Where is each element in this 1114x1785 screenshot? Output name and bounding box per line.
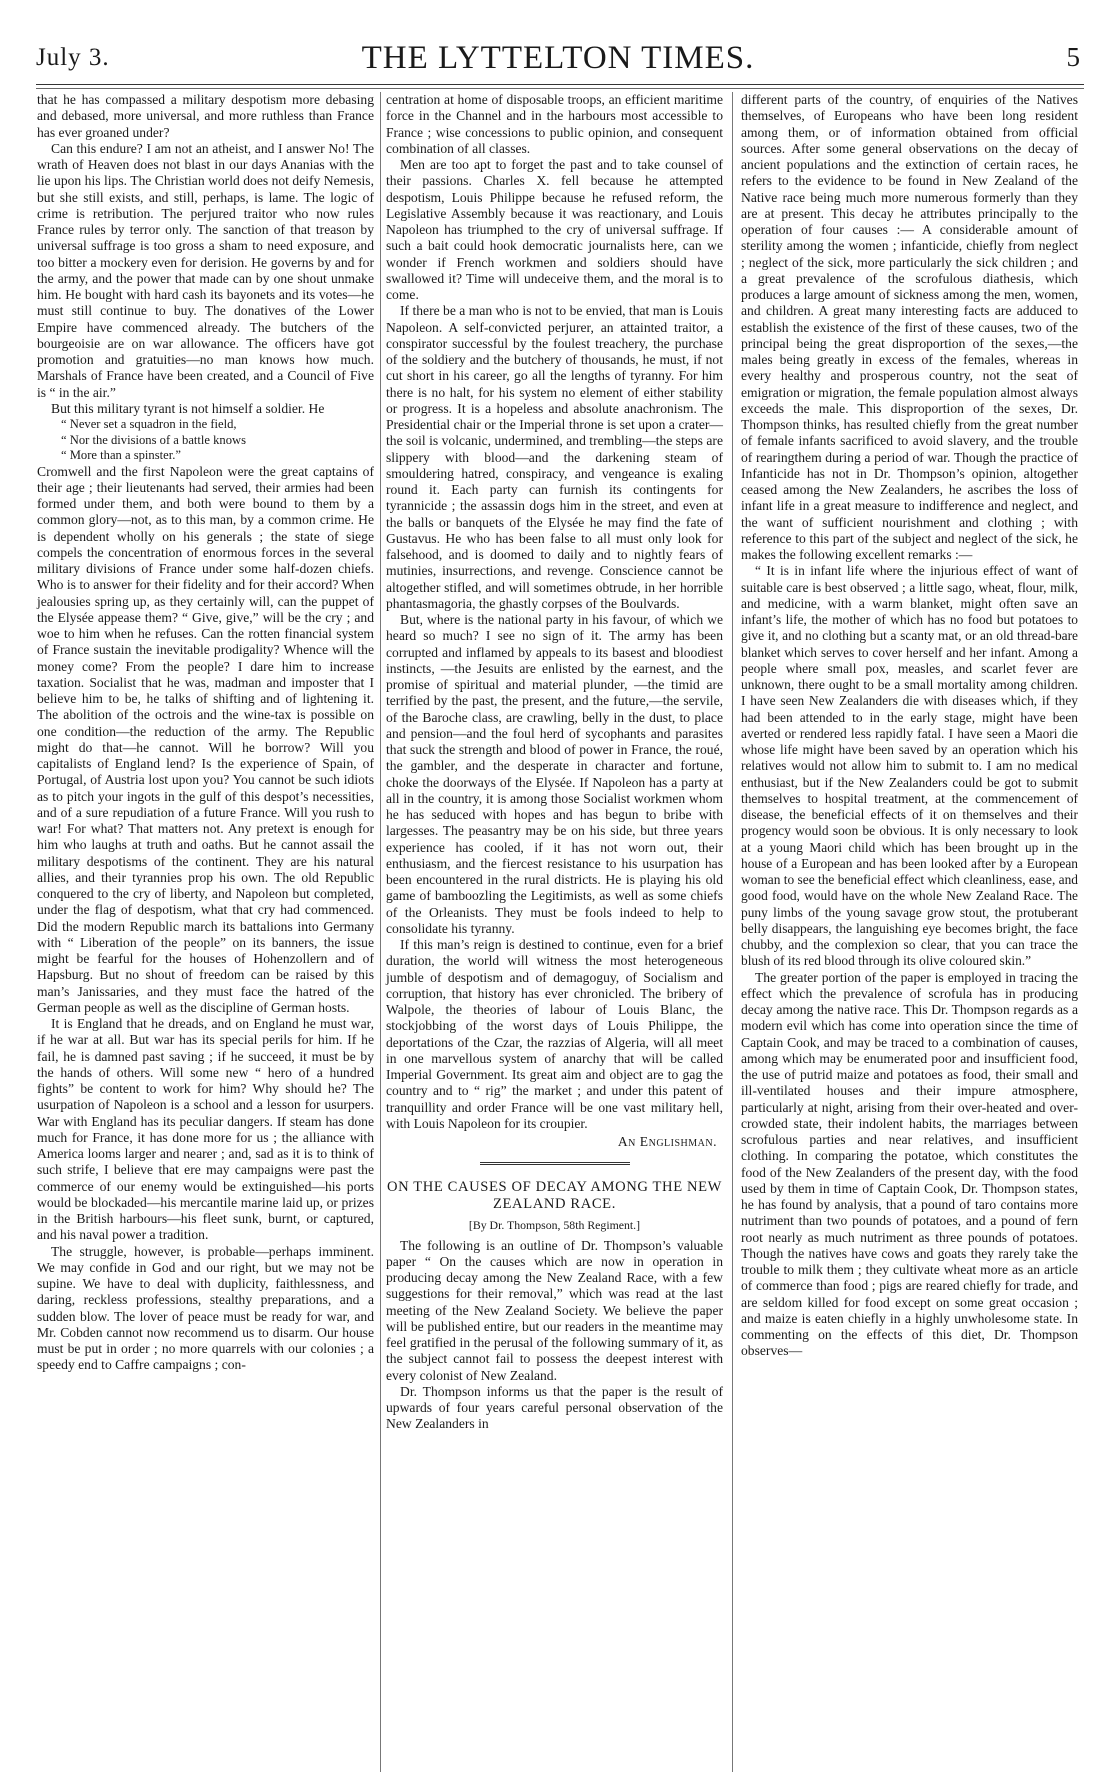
paragraph: The following is an outline of Dr. Thompson’s valuable paper “ On the causes which are now in operation in producing decay among the New Zealand Race, with a few suggestions for their removal,” which was read at the last meeting of the New Zealand Society. We believe the paper will be published entire, but our readers in the meantime may feel gratified in the perusal of the following summary of it, as the subject cannot fail to possess the deepest interest with every colonist of New Zealand. (386, 1237, 723, 1383)
verse-line: “ More than a spinster.” (61, 448, 181, 462)
paragraph: But, where is the national party in his favour, of which we heard so much? I see no sign of it. The army has been corrupted and inflamed by appeals to its basest and bloodiest instincts, —the Jesuits are enlisted by the earnest, and the promise of spiritual and material plunder, —the timid are terrified by the past, the present, and the future,—the servile, of the Baroche class, are crawling, belly in the dust, to place and pension—and the foul herd of sycophants and parasites that suck the strength and blood of power in France, the roué, the gambler, and the desperate in character and fortune, choke the doorways of the Elysée. If Napoleon has a party at all in the country, it is among those Socialist workmen whom he has seduced with hopes and has begun to bribe with largesses. The peasantry may be on his side, but three years experience has cooled, if it has not worn out, their enthusiasm, and the fiercest resistance to his usurpation has been encountered in the rural districts. He is playing his old game of bamboozling the Legitimists, as well as some chiefs of the Orleanists. They must be fools indeed to help to consolidate his tyranny. (386, 612, 723, 936)
paragraph: Dr. Thompson informs us that the paper is the result of upwards of four years careful personal observation of the New Zealanders in (386, 1383, 723, 1432)
paragraph: centration at home of disposable troops, an efficient maritime force in the Channel and in the harbours most accessible to France ; wise concessions to public opinion, and consequent combination of all classes. (386, 92, 723, 156)
paragraph: Cromwell and the first Napoleon were the great captains of their age ; their lieutenants had served, their armies had been formed under them, and both were bound to them by a common glory—not, as to this man, by a common crime. He is dependent wholly on his generals ; the state of siege compels the concentration of enormous forces in the several military divisions of France under some half-dozen chiefs. Who is to answer for their fidelity and for their accord? When jealousies spring up, as they certainly will, can the puppet of the Elysée appease them? “ Give, give,” will be the cry ; and woe to him when he refuses. Can the rotten financial system of France sustain the inevitable prodigality? Whence will the money come? From the people? I dare him to increase taxation. Socialist that he was, madman and imposter that I believe him to be, he talks of shifting and of lightening it. The abolition of the octrois and the wine-tax is possible on one condition—the reduction of the army. The Republic might do that—he cannot. Will he borrow? Will you capitalists of England lend? Is the experience of Spain, of Portugal, of Austria lost upon you? You cannot be such idiots as to pitch your ingots in the gulf of this despot’s necessities, and of a sure repudiation of a future France. Will you rush to war! For what? That matters not. Any pretext is enough for him who laughs at truth and oaths. But he cannot assail the military despotisms of the continent. They are his natural allies, and their tyrannies prop his own. The old Republic conquered to the cry of liberty, and Napoleon but completed, under the flag of despotism, what that cry had commenced. Did the modern Republic march its battalions into Germany with “ Liberation of the people” on its banners, the issue might be fearful for the houses of Hohenzollern and of Hapsburg. But no shout of freedom can be raised by this man’s Janissaries, and they must face the hatred of the German people as well as the discipline of German hosts. (37, 463, 374, 1015)
column-divider-1 (380, 92, 381, 1772)
paragraph: The struggle, however, is probable—perhaps imminent. We may confide in God and our right, but we may not be supine. We have to deal with duplicity, faithlessness, and daring, reckless professions, stealthy preparations, and a sudden blow. The lover of peace must be ready for war, and Mr. Cobden cannot now recommend us to disarm. Our house must be put in order ; no more quarrels with our colonies ; a speedy end to Caffre campaigns ; con- (37, 1243, 374, 1373)
quoted-paragraph: “ It is in infant life where the injurious effect of want of suitable care is best observed ; a little sago, wheat, flour, milk, and medicine, with a warm blanket, might often save an infant’s life, the mother of which has no food but potatoes to give it, and no clothing but a scanty mat, or an old thread-bare blanket which serves to cover herself and her infant. Among a people where small pox, measles, and scarlet fever are unknown, there ought to be a small mortality among children. I have seen New Zealanders die with diseases which, if they had been attended to in the early stage, might have been averted or rendered less rapidly fatal. I have seen a Maori die whose life might have been saved by an operation which his relatives would not allow him to submit to. I am no medical enthusiast, but if the New Zealanders could be got to submit themselves to hospital treatment, at the commencement of disease, the beneficial effects of it on themselves and their progency would soon be obvious. It is only necessary to look at a young Maori child which has been brought up in the house of a European and has been looked after by a European woman to see the beneficial effect which cleanliness, ease, and good food, would have on the whole New Zealand Race. The puny limbs of the young savage grow stout, the protuberant belly disappears, the languishing eye becomes bright, the face chubby, and the complexion so clear, that you can trace the blush of its red blood through its olive coloured skin.” (741, 563, 1078, 969)
page-number: 5 (1066, 42, 1080, 72)
paragraph: It is England that he dreads, and on England he must war, if he war at all. But war has its special perils for him. If he fail, he is damned past saving ; if he succeed, it must be by the hands of others. Will some new “ hero of a hundred fights” be content to work for him? Why should he? The usurpation of Napoleon is a school and a lesson for usurpers. War with England has its peculiar dangers. If steam has done much for France, it has done more for us ; the alliance with America looms larger and nearer ; and, sad as it is to think of such strife, I believe that ere may campaigns were past the commerce of our enemy would be extinguished—his ports would be blockaded—his mercantile marine laid up, or prizes in the British harbours—his fleet sunk, burnt, or captured, and his naval power a tradition. (37, 1016, 374, 1243)
paragraph: different parts of the country, of enquiries of the Natives themselves, of Europeans who have been long resident among them, or of information obtained from official sources. After some general observations on the decay of ancient populations and the extinction of certain races, he refers to the evidence to be found in New Zealand of the Native race being much more numerous formerly than they are at present. This decay he attributes principally to the operation of four causes :— A considerable amount of sterility among the women ; infanticide, chiefly from neglect ; neglect of the sick, more particularly the sick children ; and a great prevalence of the scrofulous diathesis, which produces a large amount of sickness among the men, women, and children. A great many interesting facts are adduced to establish the existence of the first of these causes, two of the principal being the great disproportion of the sexes,—the males being greatly in excess of the females, whereas in every healthy and prosperous country, not the seat of emigration or migration, the female population almost always exceeds the male. This disproportion of the sexes, Dr. Thompson thinks, has resulted chiefly from the great number of female infants sacrificed to avoid slavery, and the trouble of rearingthem during a period of war. Though the practice of Infanticide has not in Dr. Thompson’s opinion, altogether ceased among the New Zealanders, he ascribes the loss of infant life in a great measure to indifference and neglect, and the want of sufficient nourishment and clothing ; with reference to this part of the subject and neglect of the sick, he makes the following excellent remarks :— (741, 92, 1078, 562)
verse-line: “ Never set a squadron in the field, (61, 417, 237, 431)
column-3 (741, 92, 1078, 1360)
article-separator (480, 1162, 630, 1169)
signature: An Englishman. (617, 1134, 717, 1149)
column-2 (386, 92, 723, 1433)
paragraph: But this military tyrant is not himself a soldier. He (51, 400, 325, 416)
column-1 (37, 92, 374, 1374)
article-byline: [By Dr. Thompson, 58th Regiment.] (468, 1218, 641, 1233)
paragraph: Men are too apt to forget the past and to take counsel of their passions. Charles X. fell because he attempted despotism, Louis Philippe because he refused reform, the Legislative Assembly because it was reactionary, and Louis Napoleon has triumphed to the cry of universal suffrage. If such a bait could hook democratic journalists here, can we wonder if French workmen and soldiers should have swallowed it? Time will undeceive them, and the moral is to come. (386, 157, 723, 302)
verse-line: “ Nor the divisions of a battle knows (61, 432, 247, 447)
paragraph: The greater portion of the paper is employed in tracing the effect which the prevalence of scrofula has in producing decay among the native race. This Dr. Thompson regards as a modern evil which has come into operation since the time of Captain Cook, and may be traced to a combination of causes, among which may be enumerated poor and insufficient food, the use of putrid maize and potatoes as food, their small and ill-ventilated houses and their impure atmosphere, particularly at night, arising from their over-heated and over-crowded state, their indolent habits, the marriages between scrofulous parties and near relatives, and insufficient clothing. In comparing the potatoe, which constitutes the food of the New Zealanders of the present day, with the food used by them in time of Captain Cook, Dr. Thompson states, he has found by analysis, that a pound of taro contains more nutriment than two pounds of potatoes, and a pound of fern root nearly as much nutriment as three pounds of potatoes. Though the natives have cows and goats they rarely take the trouble to milk them ; they cultivate wheat more as an article of commerce than food ; pigs are reared chiefly for trade, and are seldom killed for food except on some great occasion ; and maize is eaten chiefly in a highly unwholesome state. In commenting on the effects of this diet, Dr. Thompson observes— (741, 969, 1078, 1359)
paragraph: Can this endure? I am not an atheist, and I answer No! The wrath of Heaven does not blast in our days Ananias with the lie upon his lips. The Christian world does not deify Nemesis, but she still exists, and still, perhaps, is lame. The logic of crime is retribution. The perjured traitor who now rules France rules by terror only. The sanction of that treason by universal suffrage is too gross a sham to need exposure, and too bitter a mockery even for derision. He governs by and for the army, and the power that made can by one shout unmake him. He bought with hard cash its bayonets and its votes—he must still continue to buy. The donatives of the Lower Empire have commenced already. The butchers of the bourgeoisie are on war allowance. The officers have got promotion and gratuities—no man knows how much. Marshals of France have been created, and a Council of Five is “ in the air.” (37, 140, 374, 400)
paragraph: that he has compassed a military despotism more debasing and debased, more universal, and more ruthless than France has ever groaned under? (37, 92, 374, 140)
paragraph: If this man’s reign is destined to continue, even for a brief duration, the world will witness the most heterogeneous jumble of despotism and of demagoguy, of Socialism and corruption, that history has ever chronicled. The bribery of Walpole, the theories of labour of Louis Blanc, the stockjobbing of the worst days of Louis Philippe, the deportations of the Czar, the razzias of Algeria, will all meet in one marvellous system of anarchy that will be called Imperial Government. Its great aim and object are to gag the country and to “ rig” the market ; and under this patent of tranquillity and order France will be one vast military hell, with Louis Napoleon for its croupier. (386, 937, 723, 1131)
issue-date: July 3. (36, 44, 110, 71)
masthead (30, 38, 1086, 82)
paragraph: If there be a man who is not to be envied, that man is Louis Napoleon. A self-convicted perjurer, an attainted traitor, a conspirator successful by the foulest treachery, the purchase of the soldiery and the butchery of thousands, he must, if not cut short in his career, go all the lengths of tyranny. For him there is no halt, for his system no element of either stability or progress. It is a hopeless and absolute anachronism. The Presidential chair or the Imperial throne is set upon a crater—the soil is volcanic, undermined, and trembling—the steps are slippery with blood—and the darkening steam of smouldering hatred, conspiracy, and vengeance is exaling round it. Each party can furnish its contingents for tyrannicide ; the assassin dogs him in the street, and even at the balls or banquets of the Elysée he may find the fate of Gustavus. He who has been false to all must only look for falsehood, and is doomed to daily and to nightly fears of mutinies, insurrections, and revenge. Conscience cannot be altogether stifled, and will sometimes obtrude, in her horrible phantasmagoria, the ghastly corpses of the Boulvards. (386, 303, 723, 611)
masthead-rule (36, 84, 1084, 85)
article-headline: ON THE CAUSES OF DECAY AMONG THE NEW ZEALAND RACE. (387, 1179, 722, 1213)
newspaper-title: THE LYTTELTON TIMES. (361, 40, 755, 76)
masthead-rule-thin (36, 88, 1084, 89)
column-divider-2 (732, 92, 733, 1772)
